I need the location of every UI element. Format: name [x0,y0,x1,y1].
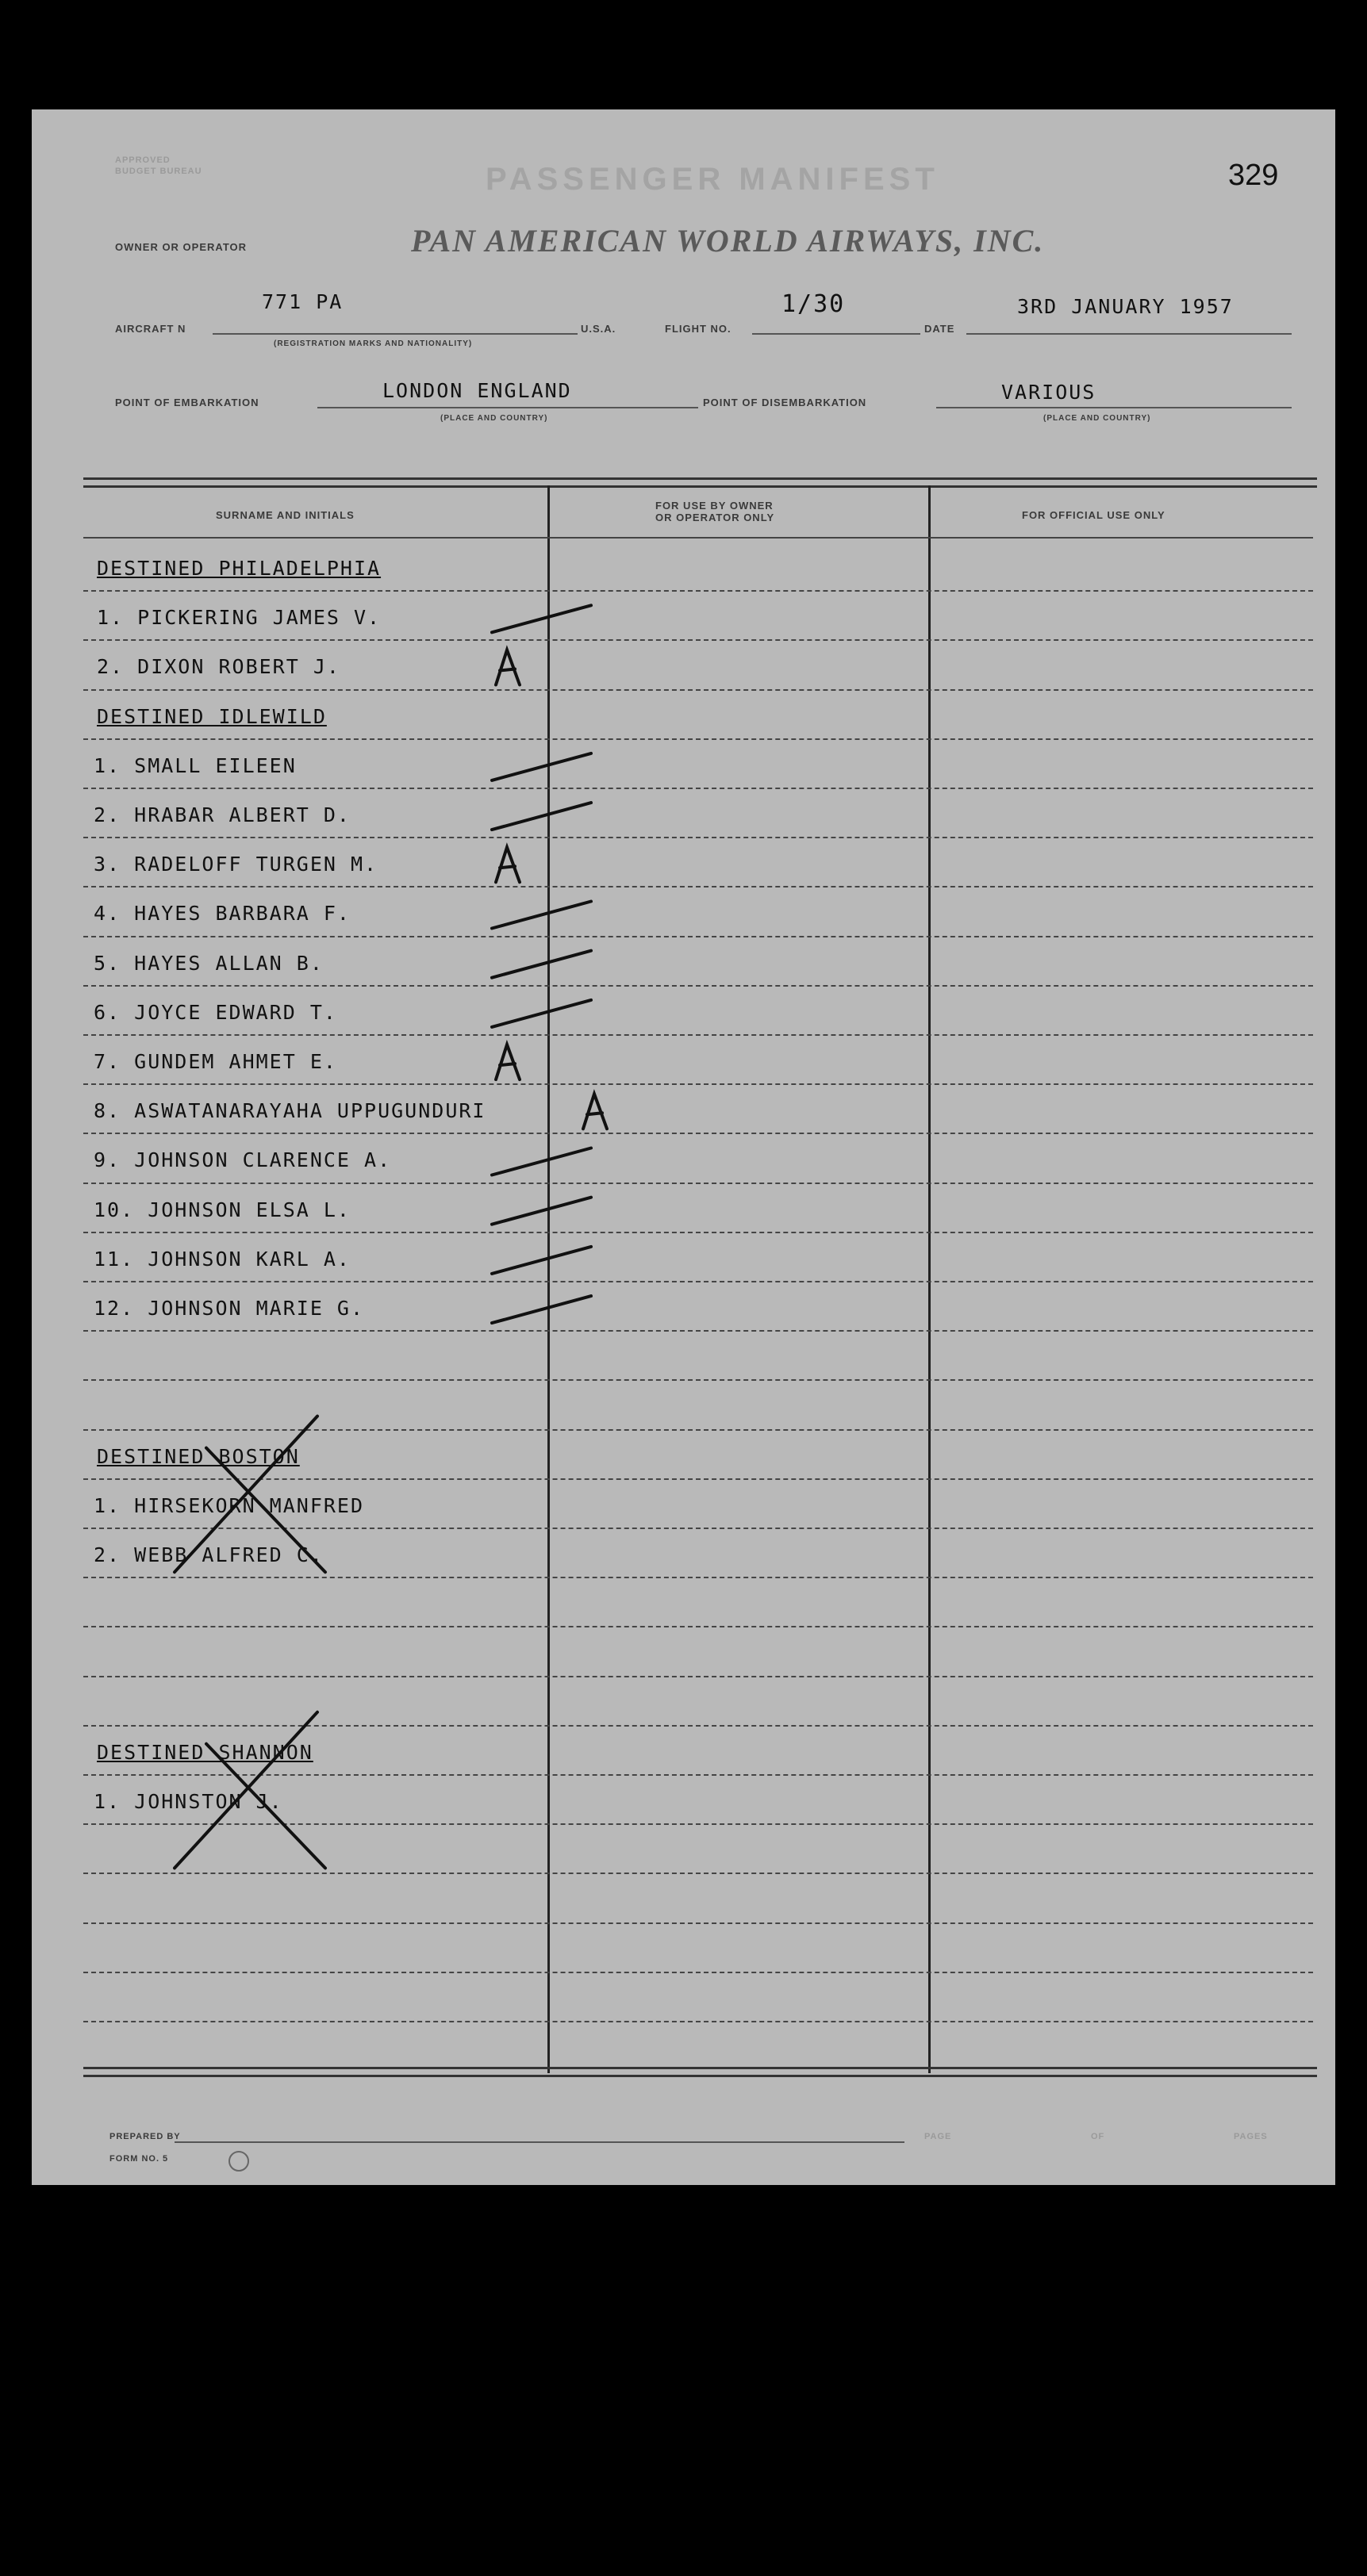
check-mark [492,1000,591,1027]
table-row: 2. HRABAR ALBERT D. [94,803,351,826]
table-row: 1. HIRSEKORN MANFRED [94,1493,365,1517]
cross-out-mark [175,1712,317,1869]
table-row: 2. DIXON ROBERT J. [97,655,340,679]
cross-out-mark [206,1448,325,1573]
pages-label: PAGES [1234,2132,1268,2141]
initial-a-mark [496,650,520,685]
page-number: 329 [1228,159,1279,192]
aircraft-value: 771 PA [262,290,344,313]
approved-stamp: APPROVED [115,155,171,165]
check-mark [492,902,591,929]
flight-value: 1/30 [781,290,846,318]
table-row: 12. JOHNSON MARIE G. [94,1297,365,1320]
aircraft-label: AIRCRAFT N [115,323,186,335]
col-header-owner-use-1: FOR USE BY OWNER [655,500,774,512]
owner-value: PAN AMERICAN WORLD AIRWAYS, INC. [411,223,1045,259]
disembark-caption: (PLACE AND COUNTRY) [1043,414,1151,423]
check-mark [492,951,591,978]
of-label: OF [1091,2132,1105,2141]
owner-label: OWNER OR OPERATOR [115,241,248,253]
check-mark [492,1148,591,1175]
destination-heading: DESTINED PHILADELPHIA [97,557,382,580]
check-mark [492,753,591,780]
approved-stamp-line2: BUDGET BUREAU [115,167,202,176]
table-row: 2. WEBB ALFRED C. [94,1543,324,1566]
table-row: 4. HAYES BARBARA F. [94,902,351,926]
table-row: 8. ASWATANARAYAHA UPPUGUNDURI [94,1099,486,1123]
check-mark [492,605,591,632]
check-mark [492,803,591,830]
initial-a-mark [583,1094,607,1129]
table-row: 10. JOHNSON ELSA L. [94,1198,351,1221]
table-row: 11. JOHNSON KARL A. [94,1247,351,1271]
table-row: 3. RADELOFF TURGEN M. [94,853,378,876]
prepared-label: PREPARED BY [109,2132,181,2141]
initial-a-mark [496,1045,520,1079]
table-row: 1. PICKERING JAMES V. [97,606,382,630]
cross-out-mark [206,1744,325,1869]
embark-caption: (PLACE AND COUNTRY) [440,414,548,423]
table-row: 7. GUNDEM AHMET E. [94,1050,337,1073]
flight-label: FLIGHT NO. [665,323,731,335]
check-mark [492,1198,591,1225]
table-row: 6. JOYCE EDWARD T. [94,1000,337,1024]
embark-value: LONDON ENGLAND [382,379,572,402]
destination-heading: DESTINED IDLEWILD [97,704,327,728]
page-title: PASSENGER MANIFEST [486,162,939,197]
initial-a-mark [496,847,520,882]
table-row: 1. JOHNSTON J. [94,1790,283,1813]
registration-caption: (REGISTRATION MARKS AND NATIONALITY) [274,339,473,348]
check-mark [492,1247,591,1274]
destination-heading: DESTINED SHANNON [97,1740,313,1764]
destination-heading: DESTINED BOSTON [97,1444,300,1468]
check-mark [492,1296,591,1323]
date-label: DATE [924,323,955,335]
date-value: 3RD JANUARY 1957 [1017,295,1234,318]
form-number: FORM NO. 5 [109,2154,169,2164]
usa-label: U.S.A. [581,323,616,335]
table-row: 1. SMALL EILEEN [94,753,297,777]
col-header-surname: SURNAME AND INITIALS [216,509,355,521]
col-header-official-use: FOR OFFICIAL USE ONLY [1022,509,1165,521]
disembark-value: VARIOUS [1001,381,1096,404]
disembark-label: POINT OF DISEMBARKATION [703,397,867,408]
table-row: 9. JOHNSON CLARENCE A. [94,1148,392,1172]
page-label: PAGE [924,2132,952,2141]
cross-out-mark [175,1416,317,1573]
table-row: 5. HAYES ALLAN B. [94,951,324,975]
col-header-owner-use-2: OR OPERATOR ONLY [655,512,775,523]
embark-label: POINT OF EMBARKATION [115,397,259,408]
